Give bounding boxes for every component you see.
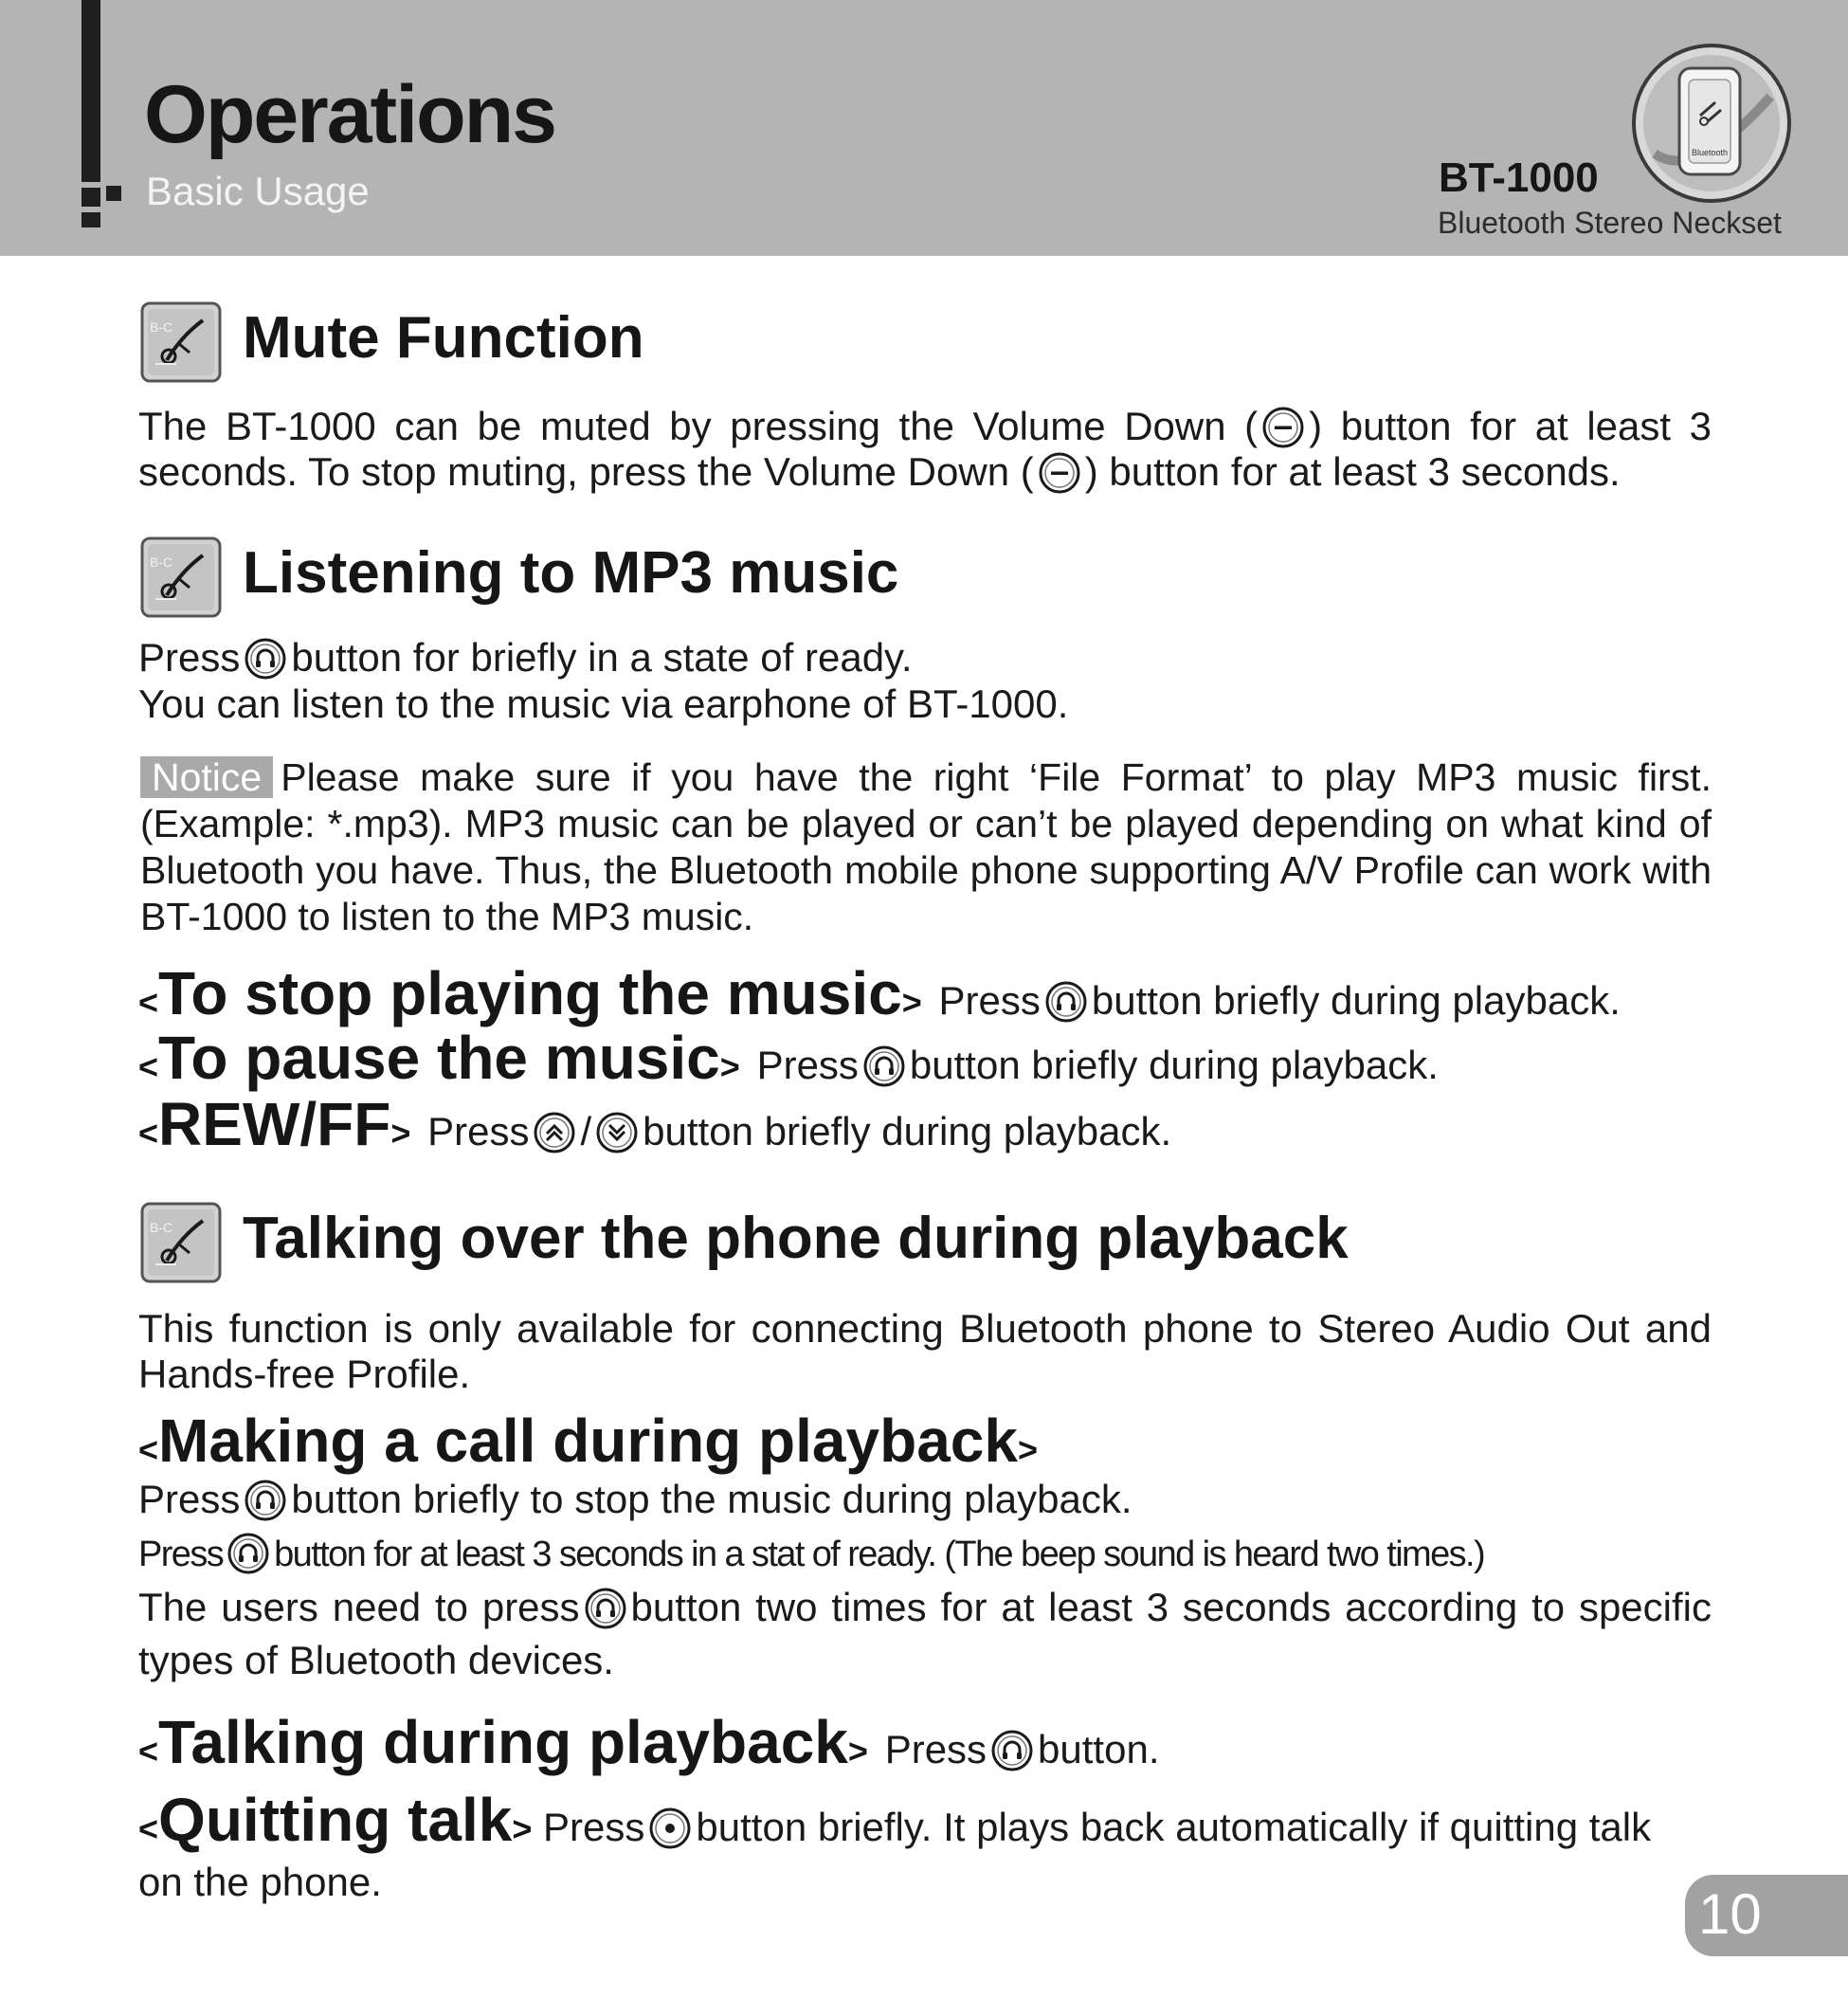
section-title: Listening to MP3 music bbox=[243, 540, 899, 606]
talk-button-icon bbox=[862, 1044, 906, 1088]
quitting-talk-label: Quitting talk bbox=[158, 1786, 513, 1854]
talk-button-icon bbox=[244, 637, 287, 681]
making-call-step: Press button for at least 3 seconds in a stat of ready. (The beep sound is heard two times.) bbox=[138, 1532, 1484, 1575]
talk-button-icon bbox=[990, 1729, 1034, 1772]
talk-button-icon bbox=[226, 1532, 270, 1575]
section-bullet-icon bbox=[140, 301, 222, 383]
making-call-heading: <Making a call during playback> bbox=[138, 1407, 1038, 1475]
making-call-note: The users need to press button two times for at least 3 seconds according to specific types of Bluetooth devices. bbox=[138, 1585, 1712, 1682]
stop-music-instruction: <To stop playing the music> Press button briefly during playback. bbox=[138, 959, 1621, 1027]
rew-ff-instruction: <REW/FF> Press / button briefly during playback. bbox=[138, 1090, 1172, 1158]
talking-during-playback-instruction: <Talking during playback> Press button. bbox=[138, 1708, 1160, 1776]
talk-button-icon bbox=[1044, 980, 1088, 1024]
section-bullet-icon bbox=[140, 536, 222, 618]
quitting-talk-instruction: <Quitting talk> Press button briefly. It plays back automatically if quitting talk on the phone. bbox=[138, 1786, 1652, 1904]
notice-text: Please make sure if you have the right ‘File Format’ to play MP3 music first. (Example: *.mp3). MP3 music can be played or can’t be played depending on what kind of Bluetooth you have. Thus, the Bluetooth mobile phone supporting A/V Profile can work with BT-1000 to listen to the MP3 music. bbox=[140, 755, 1712, 938]
page-title: Operations bbox=[144, 69, 555, 160]
header-accent-square bbox=[82, 188, 100, 207]
talking-during-playback-label: Talking during playback bbox=[158, 1708, 848, 1776]
notice-badge: Notice bbox=[140, 756, 273, 798]
section-title: Mute Function bbox=[243, 305, 644, 371]
making-call-step: Press button briefly to stop the music during playback. bbox=[138, 1477, 1132, 1521]
rewind-button-icon bbox=[533, 1111, 576, 1154]
page-number: 10 bbox=[1698, 1882, 1762, 1946]
header-accent-square bbox=[82, 212, 100, 227]
section-bullet-icon bbox=[140, 1202, 222, 1283]
mute-description: The BT-1000 can be muted by pressing the Volume Down ( ) button for at least 3 seconds. To stop muting, press the Volume Down ( ) button for at least 3 seconds. bbox=[138, 404, 1712, 494]
page-header bbox=[0, 0, 1848, 256]
pause-music-instruction: <To pause the music> Press button briefly during playback. bbox=[138, 1024, 1439, 1092]
volume-down-button-icon bbox=[1261, 406, 1305, 449]
page-subtitle: Basic Usage bbox=[146, 169, 370, 213]
fast-forward-button-icon bbox=[595, 1111, 639, 1154]
mp3-instruction-line: You can listen to the music via earphone of BT-1000. bbox=[138, 681, 1069, 726]
pause-music-label: To pause the music bbox=[158, 1024, 720, 1092]
talk-button-icon bbox=[244, 1479, 287, 1522]
product-tagline: Bluetooth Stereo Neckset bbox=[1438, 206, 1782, 240]
neckset-device-icon bbox=[1628, 40, 1795, 207]
center-button-icon bbox=[648, 1807, 692, 1850]
section-title: Talking over the phone during playback bbox=[243, 1206, 1349, 1271]
making-call-label: Making a call during playback bbox=[158, 1407, 1018, 1475]
product-model: BT-1000 bbox=[1439, 154, 1599, 201]
volume-down-button-icon bbox=[1038, 451, 1081, 495]
talk-description: This function is only available for connecting Bluetooth phone to Stereo Audio Out and Hands-free Profile. bbox=[138, 1306, 1712, 1396]
stop-music-label: To stop playing the music bbox=[158, 959, 902, 1027]
mp3-instruction-line: Press button for briefly in a state of ready. bbox=[138, 635, 913, 680]
device-badge-text: Bluetooth bbox=[1691, 148, 1729, 157]
rew-ff-label: REW/FF bbox=[158, 1090, 391, 1158]
talk-button-icon bbox=[584, 1587, 627, 1630]
header-accent-bar bbox=[82, 0, 100, 182]
mp3-notice bbox=[140, 754, 1712, 940]
header-accent-square bbox=[106, 186, 121, 201]
